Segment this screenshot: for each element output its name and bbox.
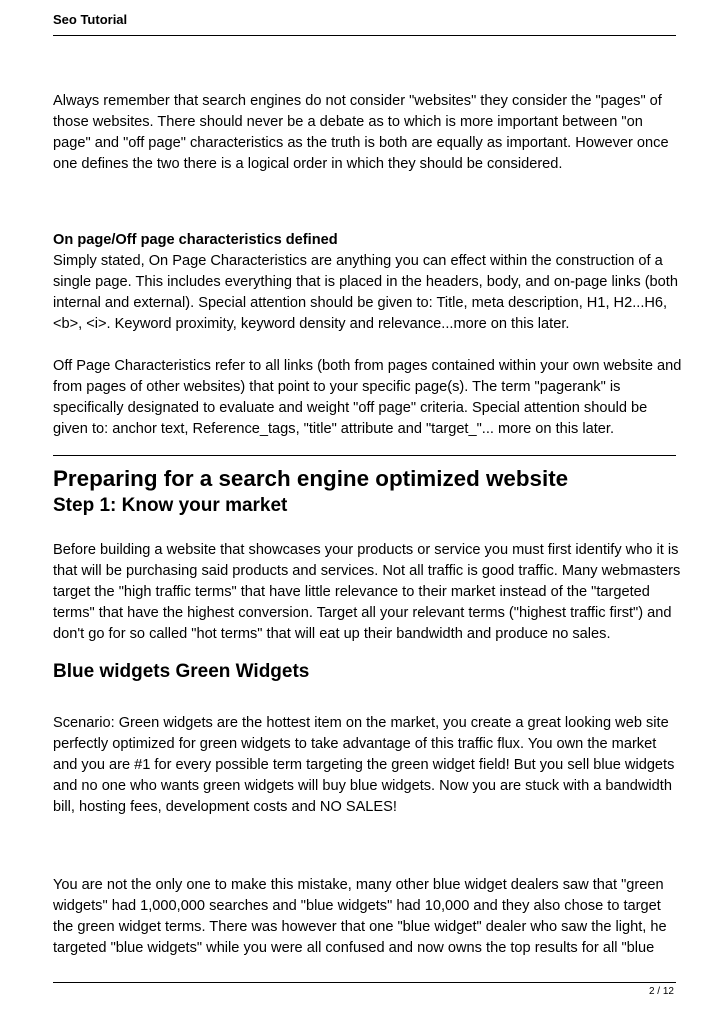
spacer <box>53 818 683 875</box>
scenario-paragraph: Scenario: Green widgets are the hottest item on the market, you create a great looking web site perfectly optimized for green widgets to take advantage of this traffic flux. You own the market and you are #1 for every possible term targeting the green widget field! But you sell blue widgets and no one who wants green widgets will buy blue widgets. Now you are stuck with a bandwidth bill, hosting fees, development costs and NO SALES! <box>53 715 675 815</box>
spacer <box>53 335 683 356</box>
preparing-heading: Preparing for a search engine optimized website <box>53 466 569 491</box>
spacer <box>53 519 683 540</box>
header-divider <box>53 35 676 36</box>
spacer <box>53 685 683 713</box>
page-number: 2 / 12 <box>648 986 674 997</box>
spacer <box>53 645 683 659</box>
document-body <box>53 91 683 959</box>
spacer <box>53 456 683 465</box>
document-header-title: Seo Tutorial <box>53 12 128 27</box>
onpage-paragraph: Simply stated, On Page Characteristics are anything you can effect within the construction of a single page. This includes everything that is placed in the headers, body, and on-page links (both internal and external). Special attention should be given to: Title, meta description, H1, H2...H6, <b>, <i>. Keyword proximity, keyword density and relevance...more on this later. <box>53 253 678 332</box>
footer-divider <box>53 982 676 983</box>
onpage-section <box>53 230 683 335</box>
spacer <box>53 175 683 230</box>
widgets-heading: Blue widgets Green Widgets <box>53 661 310 682</box>
spacer <box>53 440 683 455</box>
onpage-heading: On page/Off page characteristics defined <box>53 232 338 248</box>
offpage-paragraph: Off Page Characteristics refer to all links (both from pages contained within your own website and from pages of other websites) that point to your specific page(s). The term "pagerank" is specifically designated to evaluate and weight "off page" criteria. Special attention should be given to: anchor text, Reference_tags, "title" attribute and "target_"... more on this later. <box>53 358 682 437</box>
mistake-paragraph: You are not the only one to make this mistake, many other blue widget dealers saw that "green widgets" had 1,000,000 searches and "blue widgets" had 10,000 and they also chose to target the green widget terms. There was however that one "blue widget" dealer who saw the light, he targeted "blue widgets" while you were all confused and now owns the top results for all "blue <box>53 877 667 956</box>
market-paragraph: Before building a website that showcases your products or service you must first identify who it is that will be purchasing said products and services. Not all traffic is good traffic. Many webmasters target the "high traffic terms" that have little relevance to their market instead of the "targeted terms" that have the highest conversion. Target all your relevant terms ("highest traffic first") and don't go for so called "hot terms" that will eat up their bandwidth and produce no sales. <box>53 542 681 642</box>
intro-paragraph: Always remember that search engines do not consider "websites" they consider the "pages" of those websites. There should never be a debate as to which is more important between "on page" and "off page" characteristics as the truth is both are equally as important. However once one defines the two there is a logical order in which they should be considered. <box>53 93 669 172</box>
step1-subheading: Step 1: Know your market <box>53 495 288 516</box>
